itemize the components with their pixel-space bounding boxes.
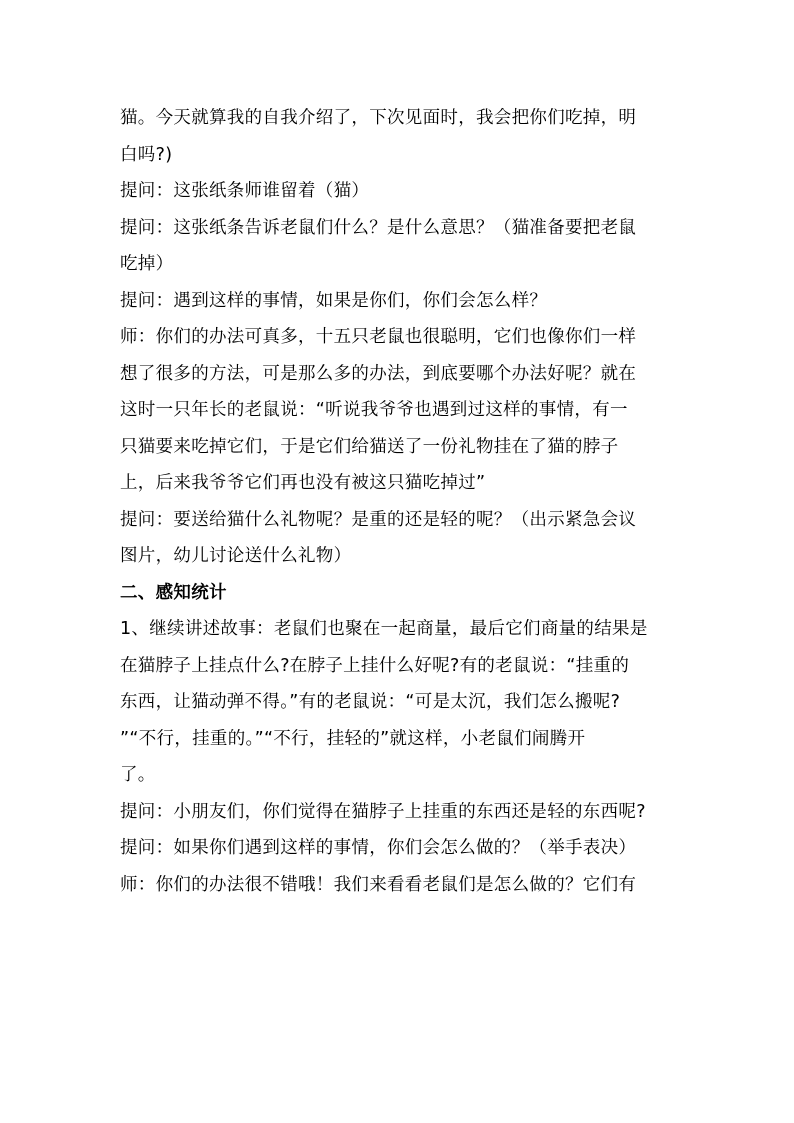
question-line: 提问：这张纸条师谁留着（猫） xyxy=(120,181,370,201)
teacher-line: 师：你们的办法很不错哦！我们来看看老鼠们是怎么做的？它们有 xyxy=(120,874,637,895)
paragraph-line: 东西，让猫动弹不得。”有的老鼠说：“可是太沉，我们怎么搬呢? xyxy=(120,692,621,712)
teacher-line: 师：你们的办法可真多，十五只老鼠也很聪明，它们也像你们一样 xyxy=(120,327,637,347)
question-line: 提问：遇到这样的事情，如果是你们，你们会怎么样？ xyxy=(120,290,548,311)
paragraph-line: 在猫脖子上挂点什么?在脖子上挂什么好呢?有的老鼠说：“挂重的 xyxy=(120,655,630,676)
question-line: 提问：这张纸条告诉老鼠们什么？是什么意思？（猫准备要把老鼠 xyxy=(120,217,637,238)
numbered-item-line: 1、继续讲述故事：老鼠们也聚在一起商量，最后它们商量的结果是 xyxy=(120,619,648,639)
paragraph-line: 想了很多的方法，可是那么多的办法，到底要哪个办法好呢？就在 xyxy=(120,363,637,384)
question-line: 提问：要送给猫什么礼物呢？是重的还是轻的呢？（出示紧急会议 xyxy=(120,509,637,530)
paragraph-line: 只猫要来吃掉它们，于是它们给猫送了一份礼物挂在了猫的脖子 xyxy=(120,436,619,457)
paragraph-line: 了。 xyxy=(120,765,156,785)
document-body xyxy=(120,100,680,903)
paragraph-line: 吃掉） xyxy=(120,254,174,274)
paragraph-line: 这时一只年长的老鼠说：“听说我爷爷也遇到过这样的事情，有一 xyxy=(120,400,628,420)
section-heading: 二、感知统计 xyxy=(120,582,227,603)
question-line: 提问：如果你们遇到这样的事情，你们会怎么做的？（举手表决） xyxy=(120,838,637,858)
paragraph-line: 图片，幼儿讨论送什么礼物） xyxy=(120,546,352,566)
question-line: 提问：小朋友们，你们觉得在猫脖子上挂重的东西还是轻的东西呢? xyxy=(120,801,646,822)
paragraph-line: ”“不行，挂重的。”“不行，挂轻的”就这样，小老鼠们闹腾开 xyxy=(120,728,586,749)
paragraph-line: 上，后来我爷爷它们再也没有被这只猫吃掉过” xyxy=(120,473,486,493)
paragraph-line: 白吗?) xyxy=(120,144,173,165)
paragraph-line: 猫。今天就算我的自我介绍了，下次见面时，我会把你们吃掉，明 xyxy=(120,108,637,128)
